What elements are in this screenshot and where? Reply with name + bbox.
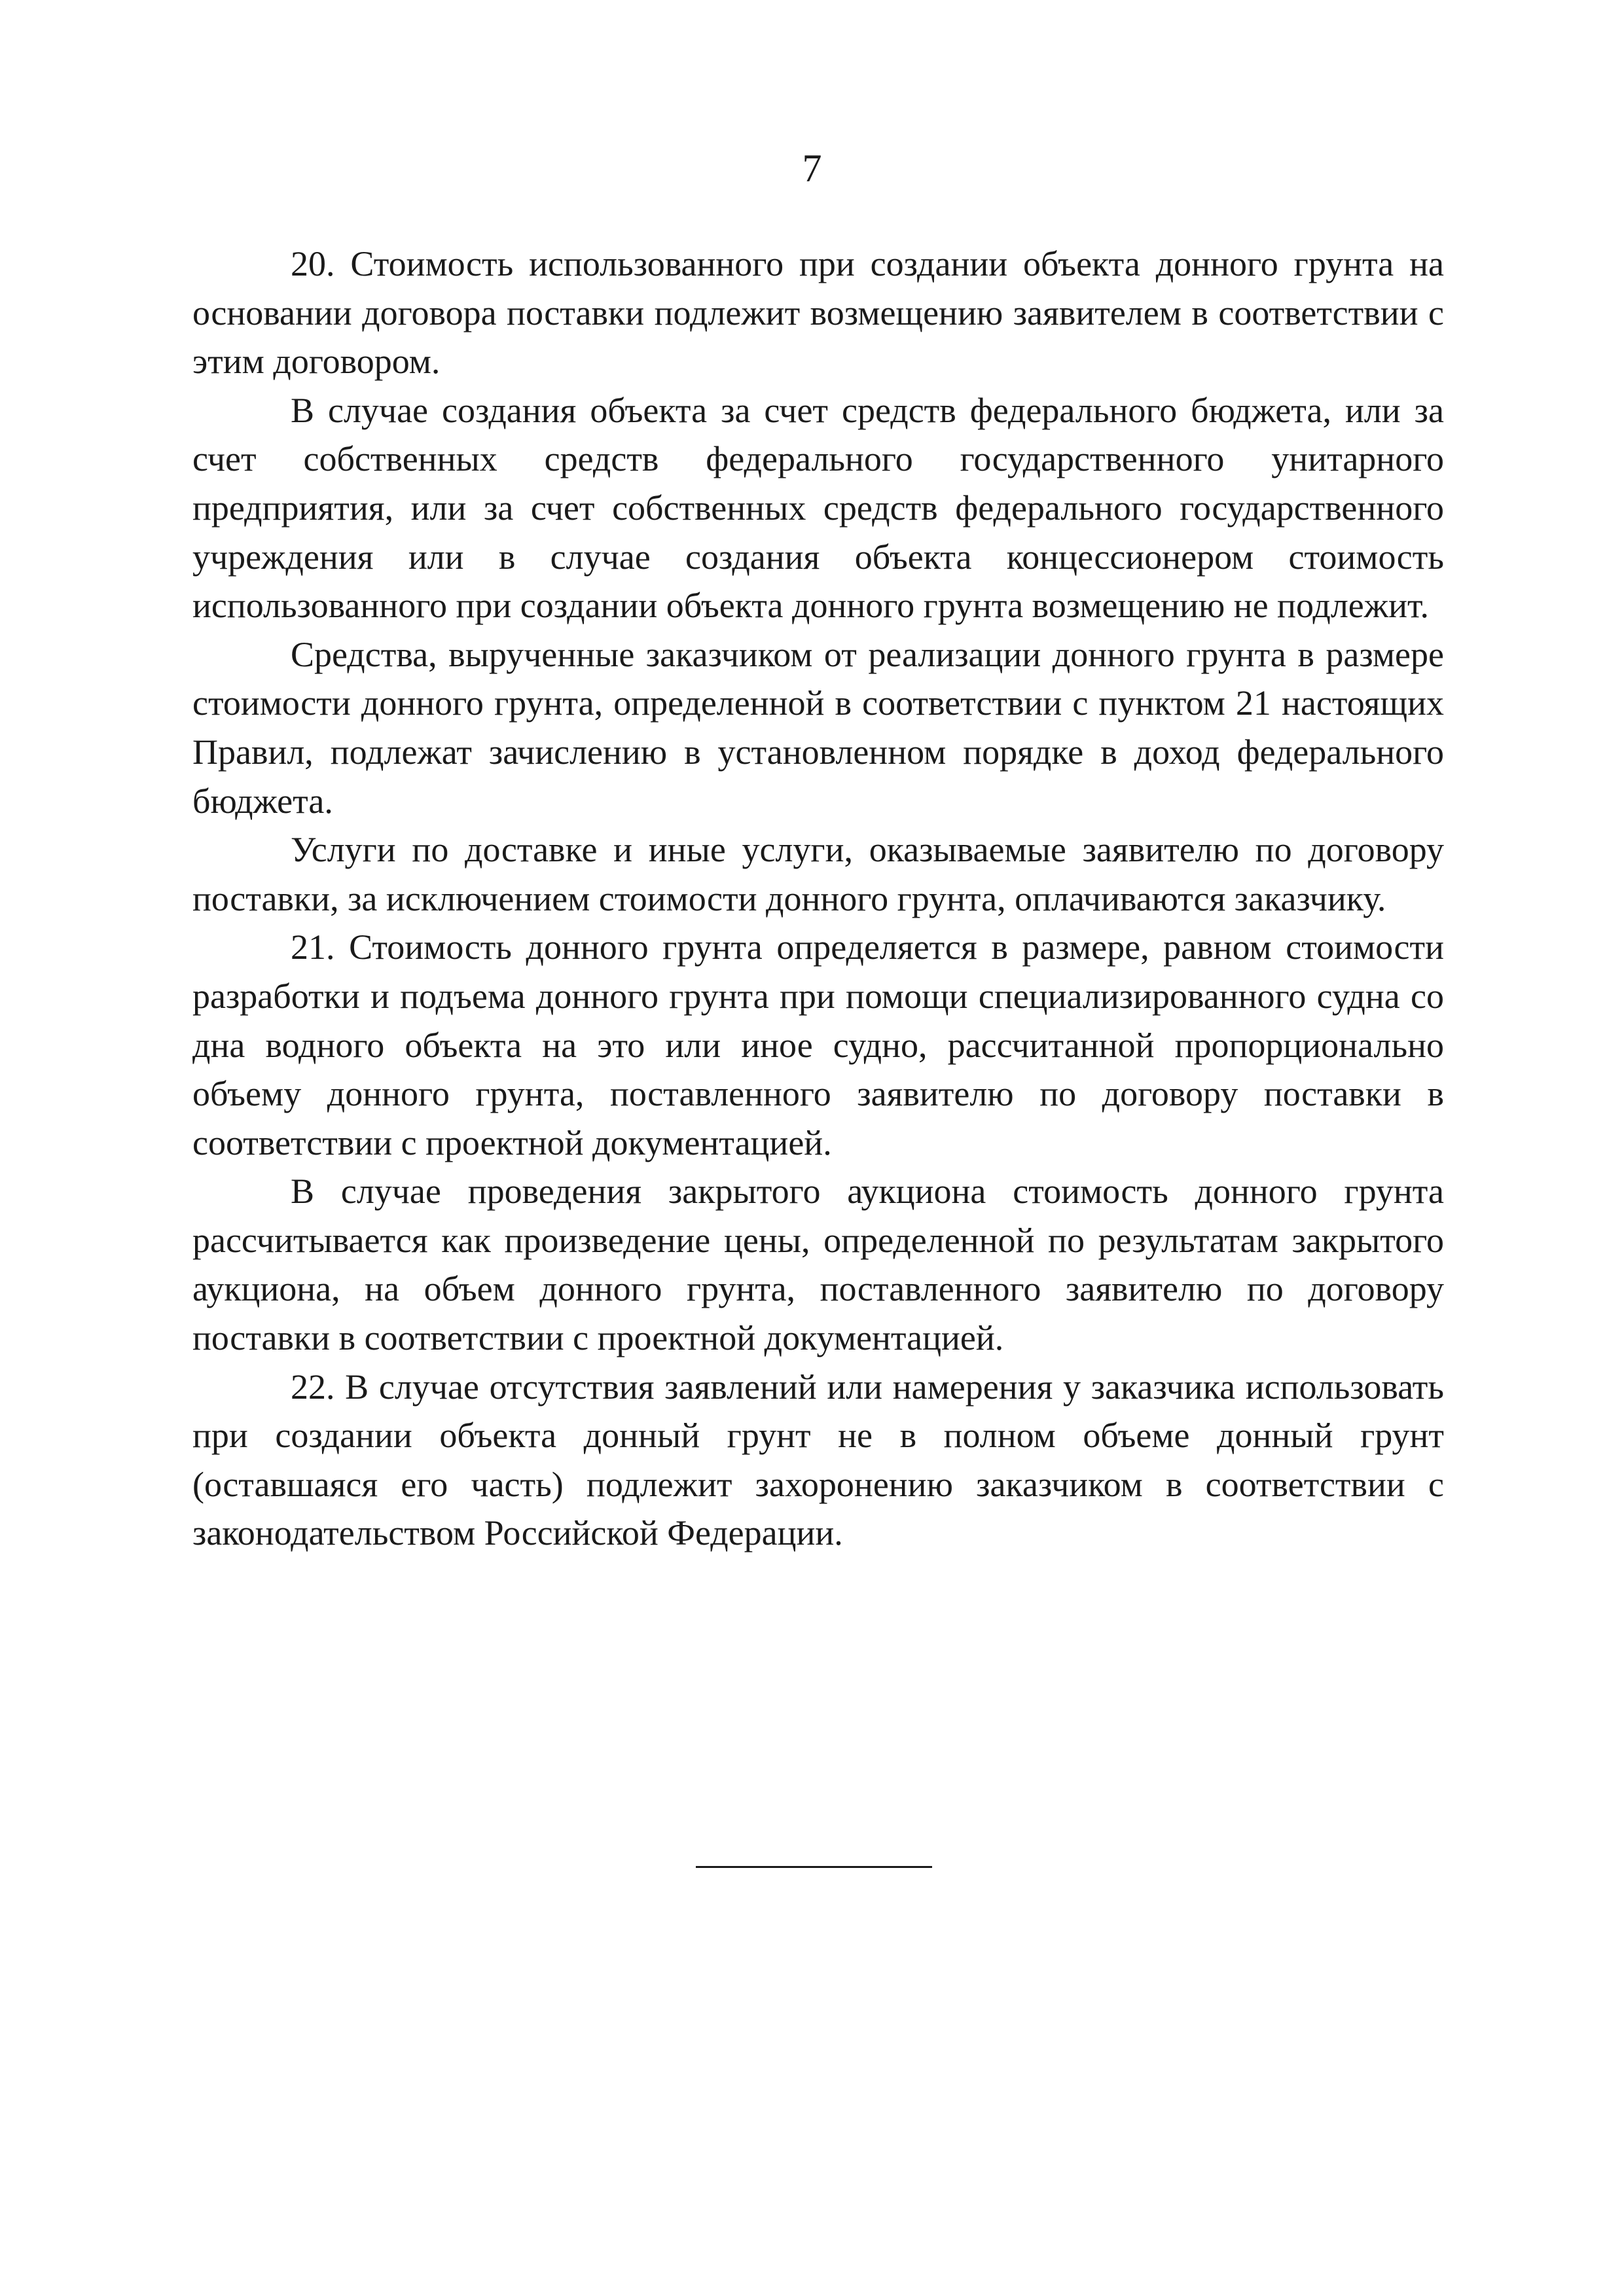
paragraph-21: 21. Стоимость донного грунта определяется в размере, равном стоимости разработки и подъема донного грунта при помощи специализированного судна со дна водного объекта на это или иное судно, рассчитанной пропорционально объему донного грунта, поставленного заявителю по договору поставки в соответствии с проектной документацией. <box>192 927 1444 1162</box>
paragraph-20: 20. Стоимость использованного при создании объекта донного грунта на основании договора поставки подлежит возмещению заявителем в соответствии с этим договором. <box>192 244 1444 382</box>
page-number: 7 <box>802 147 822 190</box>
paragraph-21-closed-auction: В случае проведения закрытого аукциона стоимость донного грунта рассчитывается как произведение цены, определенной по результатам закрытого аукциона, на объем донного грунта, поставленного заявителю по договору поставки в соответствии с проектной документацией. <box>192 1172 1444 1358</box>
paragraph-22: 22. В случае отсутствия заявлений или намерения у заказчика использовать при создании объекта донный грунт не в полном объеме донный грунт (оставшаяся его часть) подлежит захоронению заказчиком в соответствии с законодательством Российской Федерации. <box>192 1367 1444 1553</box>
closing-divider <box>696 1866 932 1868</box>
paragraph-20-proceeds: Средства, вырученные заказчиком от реализации донного грунта в размере стоимости донного грунта, определенной в соответствии с пунктом 21 настоящих Правил, подлежат зачислению в установленном порядке в доход федерального бюджета. <box>192 634 1444 821</box>
document-body <box>192 240 1444 1558</box>
paragraph-20-federal-budget: В случае создания объекта за счет средств федерального бюджета, или за счет собственных средств федерального государственного унитарного предприятия, или за счет собственных средств федерального государственного учреждения или в случае создания объекта концессионером стоимость использованного при создании объекта донного грунта возмещению не подлежит. <box>192 390 1444 626</box>
paragraph-20-delivery-services: Услуги по доставке и иные услуги, оказываемые заявителю по договору поставки, за исключением стоимости донного грунта, оплачиваются заказчику. <box>192 830 1444 918</box>
